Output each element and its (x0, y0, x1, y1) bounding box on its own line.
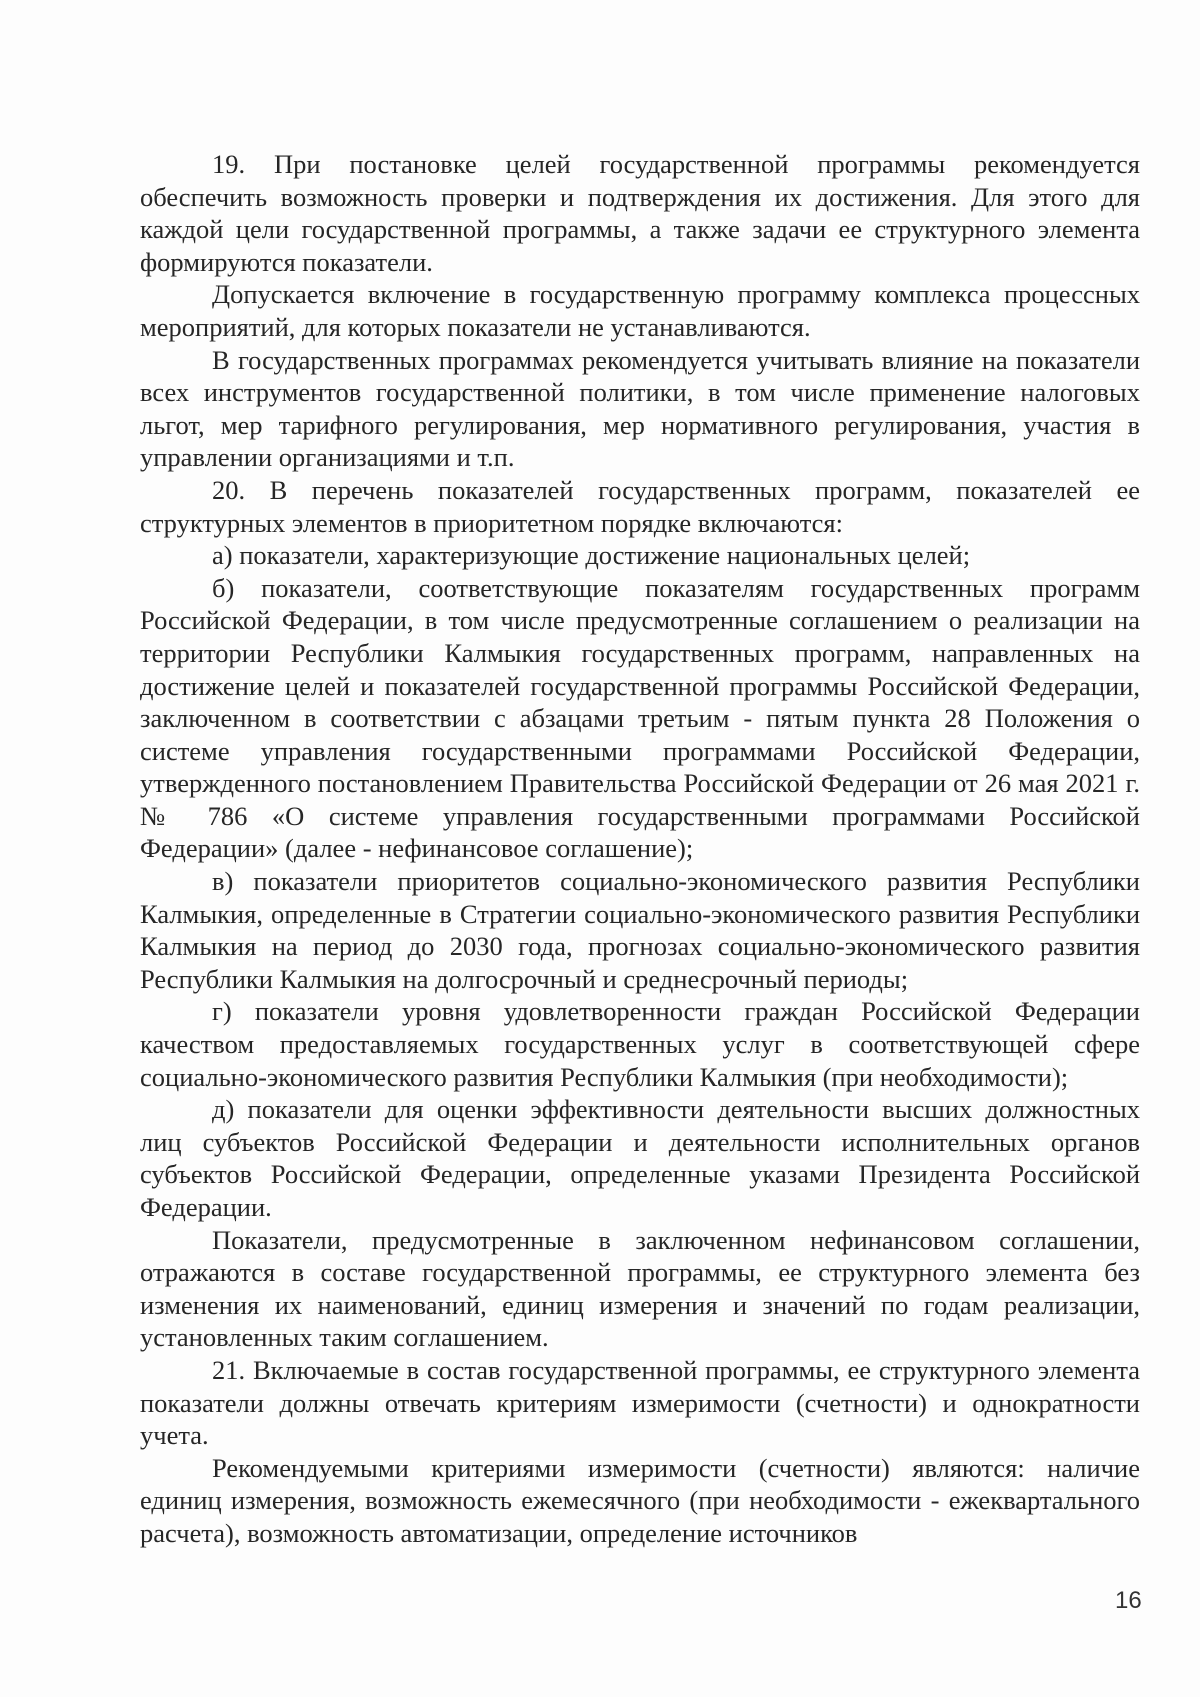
paragraph-measurability-criteria: Рекомендуемыми критериями измеримости (счетности) являются: наличие единиц измерения, возможность ежемесячного (при необходимости - ежеквартального расчета), возможность автоматизации, определение источников (140, 1452, 1140, 1548)
paragraph-19: 19. При постановке целей государственной программы рекомендуется обеспечить возможность проверки и подтверждения их достижения. Для этого для каждой цели государственной программы, а также задачи ее структурного элемента формируются показатели. (140, 149, 1140, 277)
paragraph-nonfinancial-agreement: Показатели, предусмотренные в заключенном нефинансовом соглашении, отражаются в составе государственной программы, ее структурного элемента без изменения их наименований, единиц измерения и значений по годам реализации, установленных таким соглашением. (140, 1224, 1140, 1353)
paragraph-20: 20. В перечень показателей государственных программ, показателей ее структурных элементов в приоритетном порядке включаются: (140, 474, 1140, 538)
list-item-d: д) показатели для оценки эффективности деятельности высших должностных лиц субъектов Российской Федерации и деятельности исполнительных органов субъектов Российской Федерации, определенные указами Президента Российской Федерации. (140, 1094, 1140, 1222)
page-number: 16 (1115, 1587, 1142, 1614)
list-item-g: г) показатели уровня удовлетворенности граждан Российской Федерации качеством предоставляемых государственных услуг в соответствующей сфере социально-экономического развития Республики Калмыкия (при необходимости); (140, 996, 1140, 1092)
paragraph-policy-instruments: В государственных программах рекомендуется учитывать влияние на показатели всех инструментов государственной политики, в том числе применение налоговых льгот, мер тарифного регулирования, мер нормативного регулирования, участия в управлении организациями и т.п. (140, 344, 1140, 473)
document-body (140, 148, 1140, 1550)
paragraph-process-activities: Допускается включение в государственную программу комплекса процессных мероприятий, для которых показатели не устанавливаются. (140, 279, 1140, 342)
list-item-b: б) показатели, соответствующие показателям государственных программ Российской Федерации, в том числе предусмотренные соглашением о реализации на территории Республики Калмыкия государственных программ, направленных на достижение целей и показателей государственной программы Российской Федерации, заключенном в соответствии с абзацами третьим - пятым пункта 28 Положения о системе управления государственными программами Российской Федерации, утвержденного постановлением Правительства Российской Федерации от 26 мая 2021 г. № 786 «О системе управления государственными программами Российской Федерации» (далее - нефинансовое соглашение); (140, 572, 1140, 864)
list-item-v: в) показатели приоритетов социально-экономического развития Республики Калмыкия, определенные в Стратегии социально-экономического развития Республики Калмыкия на период до 2030 года, прогнозах социально-экономического развития Республики Калмыкия на долгосрочный и среднесрочный периоды; (140, 866, 1140, 994)
paragraph-21: 21. Включаемые в состав государственной программы, ее структурного элемента показатели должны отвечать критериям измеримости (счетности) и однократности учета. (140, 1354, 1140, 1451)
list-item-a: а) показатели, характеризующие достижение национальных целей; (212, 540, 971, 571)
